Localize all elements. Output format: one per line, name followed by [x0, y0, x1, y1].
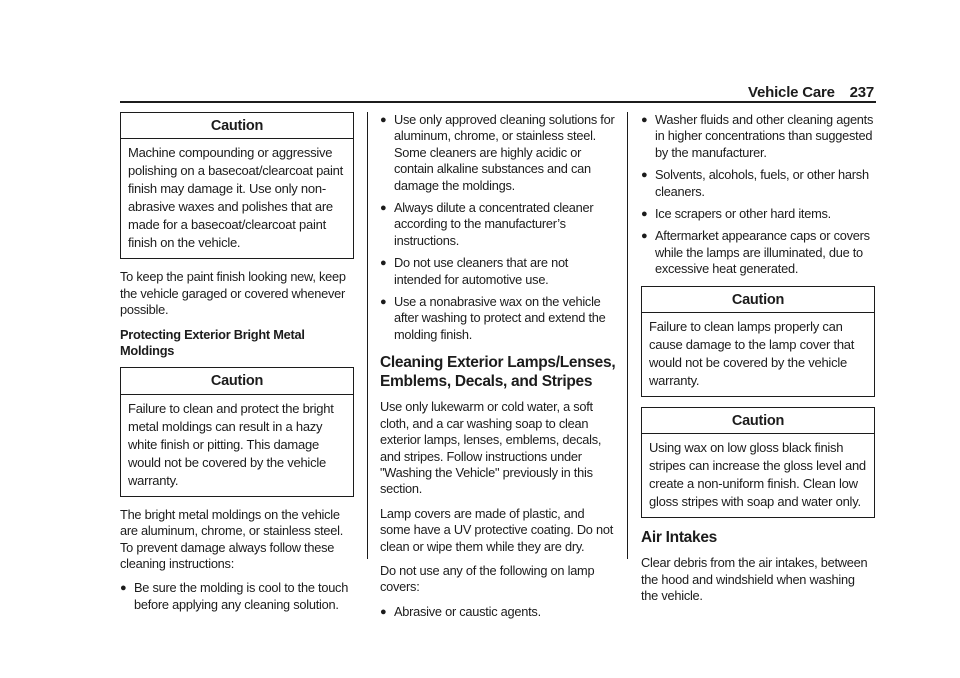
caution-box	[641, 286, 875, 397]
paragraph: Lamp covers are made of plastic, and some have a UV protective coating. Do not clean or wipe them while they are dry.	[380, 505, 614, 554]
list-item: ● Ice scrapers or other hard items.	[641, 206, 831, 222]
paragraph: To keep the paint finish looking new, keep the vehicle garaged or covered whenever possible.	[120, 269, 346, 318]
caution-title: Caution	[642, 287, 874, 313]
caution-text: Machine compounding or aggressive polishing on a basecoat/clearcoat paint finish may damage it. Use only non-abrasive waxes and polishes that are made for a basecoat/clearcoat paint finish on the vehicle.	[128, 145, 344, 251]
list-item: ● Always dilute a concentrated cleaner according to the manufacturer’s instructions.	[380, 200, 594, 248]
bullet-icon: ●	[120, 582, 127, 595]
bullet-list	[641, 112, 875, 278]
bullet-icon: ●	[380, 257, 387, 270]
page-header	[748, 84, 874, 101]
page-number: 237	[849, 84, 874, 101]
section-title: Vehicle Care	[748, 84, 835, 101]
header-rule	[120, 101, 876, 103]
caution-text: Failure to clean and protect the bright metal moldings can result in a hazy white finish or pitting. This damage would not be covered by the vehicle warranty.	[128, 400, 334, 488]
caution-box	[120, 367, 354, 496]
bullet-list	[120, 580, 354, 613]
caution-title: Caution	[642, 408, 874, 434]
caution-title: Caution	[121, 368, 353, 394]
column-divider	[367, 112, 368, 559]
column-divider	[627, 112, 628, 559]
caution-text: Using wax on low gloss black finish stripes can increase the gloss level and create a non-uniform finish. Clean low gloss stripes with soap and water only.	[649, 440, 866, 510]
section-heading: Air Intakes	[641, 529, 717, 547]
paragraph: The bright metal moldings on the vehicle are aluminum, chrome, or stainless steel. To prevent damage always follow these cleaning instructions:	[120, 506, 344, 572]
list-item: ● Abrasive or caustic agents.	[380, 603, 541, 619]
column-1	[120, 112, 354, 621]
column-2	[380, 112, 616, 628]
list-item: ● Aftermarket appearance caps or covers while the lamps are illuminated, due to excessive heat generated.	[641, 228, 870, 277]
paragraph: Use only lukewarm or cold water, a soft cloth, and a car washing soap to clean exterior lamps, lenses, emblems, decals, and stripes. Follow instructions under "Washing the Vehicle" previously in this section.	[380, 399, 602, 497]
list-item: ● Do not use cleaners that are not intended for automotive use.	[380, 255, 569, 287]
bullet-icon: ●	[380, 202, 387, 215]
bullet-icon: ●	[380, 296, 387, 309]
bullet-icon: ●	[641, 230, 648, 243]
list-item: ● Solvents, alcohols, fuels, or other harsh cleaners.	[641, 167, 869, 199]
list-item: ● Use only approved cleaning solutions for aluminum, chrome, or stainless steel. Some cleaners are highly acidic or contain alkaline substances and can damage the moldings.	[380, 112, 615, 193]
bullet-icon: ●	[380, 114, 387, 126]
subheading: Protecting Exterior Bright Metal Moldings	[120, 326, 305, 359]
bullet-icon: ●	[380, 605, 387, 618]
paragraph: Do not use any of the following on lamp covers:	[380, 562, 595, 595]
caution-title: Caution	[121, 113, 353, 139]
list-item: ● Be sure the molding is cool to the touch before applying any cleaning solution.	[120, 580, 349, 612]
list-item: ● Use a nonabrasive wax on the vehicle after washing to protect and extend the molding finish.	[380, 294, 606, 342]
caution-box	[120, 112, 354, 259]
bullet-list	[380, 112, 616, 343]
bullet-list	[380, 604, 616, 620]
caution-box	[641, 407, 875, 518]
paragraph: Clear debris from the air intakes, between the hood and windshield when washing the vehicle.	[641, 555, 868, 604]
caution-text: Failure to clean lamps properly can cause damage to the lamp cover that would not be covered by the vehicle warranty.	[649, 319, 855, 389]
column-3	[641, 112, 875, 613]
bullet-icon: ●	[641, 114, 648, 126]
bullet-icon: ●	[641, 169, 648, 182]
section-heading: Cleaning Exterior Lamps/Lenses, Emblems, Decals, and Stripes	[380, 354, 616, 391]
bullet-icon: ●	[641, 208, 648, 221]
list-item: ● Washer fluids and other cleaning agents in higher concentrations than suggested by the manufacturer.	[641, 112, 874, 160]
